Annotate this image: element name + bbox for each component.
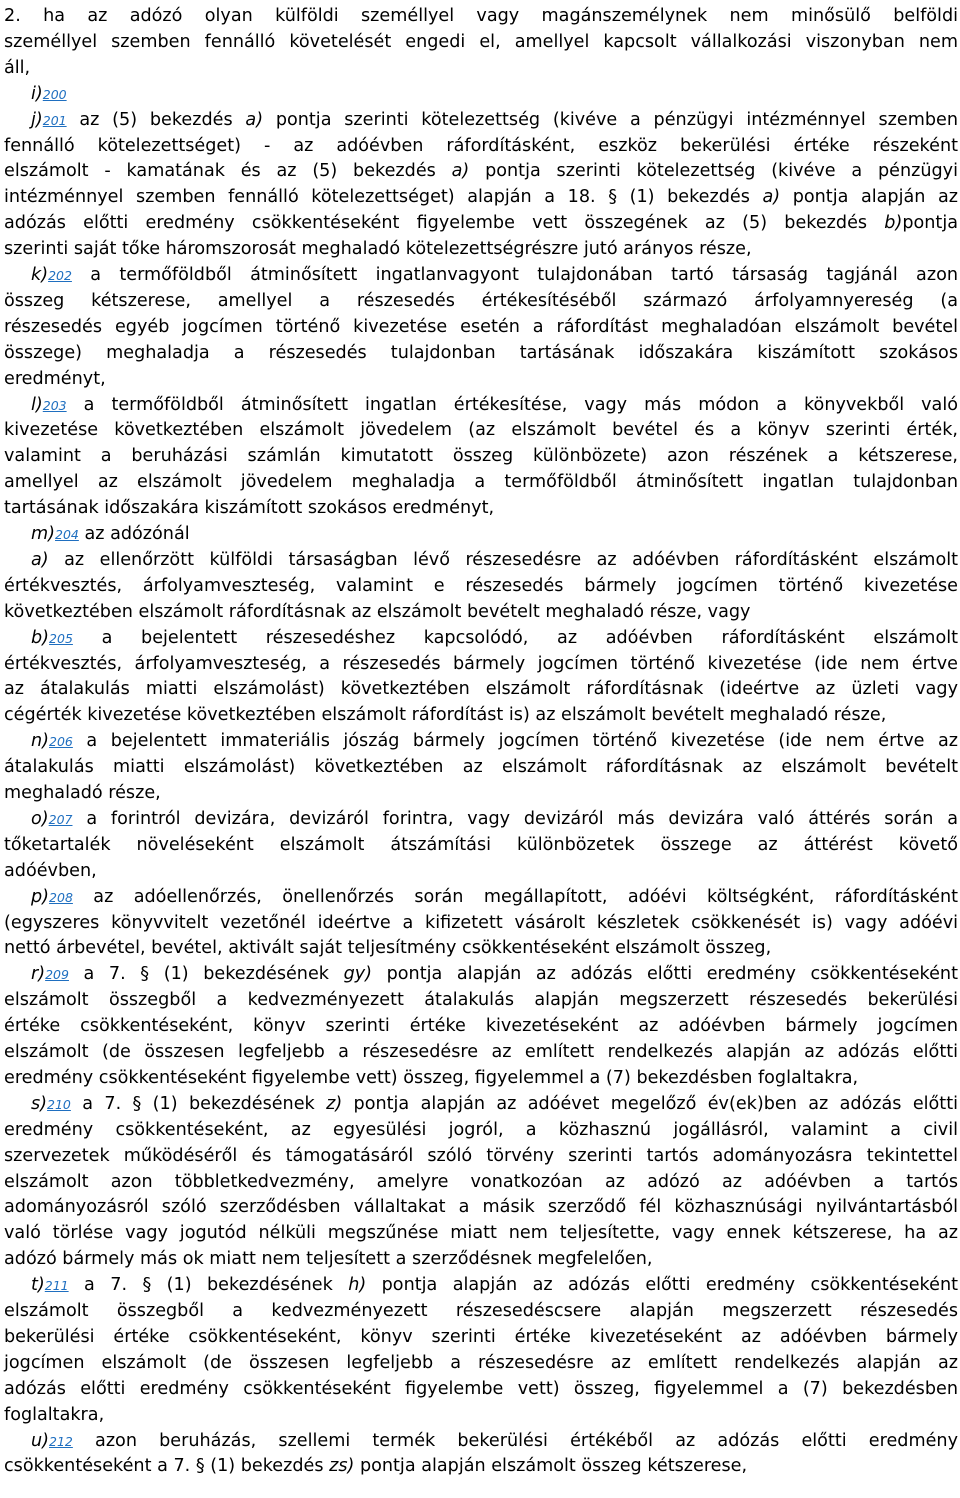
text-line <box>4 910 958 936</box>
text-line <box>4 832 958 858</box>
line-text: az ellenőrzött külföldi társaságban lévő részesedésre az adóévben ráfordításként elszámolt <box>48 549 958 570</box>
point-label: p) <box>31 886 50 907</box>
footnote-link[interactable]: 209 <box>45 967 69 983</box>
line-text: meghaladó része, <box>4 783 161 803</box>
line-text: az (5) bekezdés <box>66 109 246 130</box>
point-label: n) <box>31 731 50 752</box>
text-line <box>31 728 958 754</box>
text-line <box>31 1272 958 1298</box>
text-line <box>31 806 958 832</box>
line-text: a 7. § (1) bekezdésének <box>68 1275 349 1296</box>
footnote-link[interactable]: 201 <box>42 112 67 128</box>
line-text: összege) meghaladja a részesedés tulajdonban tartásának időszakára kiszámított szokásos <box>4 342 958 363</box>
line-text: foglaltakra, <box>4 1404 105 1425</box>
line-text: amellyel az elszámolt jövedelem meghaladja a termőföldből átminősített ingatlan tulajdonban <box>4 472 958 493</box>
line-text: adózás előtti eredmény csökkentéseként figyelembe vett) összeg, figyelemmel a (7) bekezdésben <box>4 1378 958 1399</box>
text-line <box>4 599 958 625</box>
text-line <box>4 1169 958 1195</box>
point-label: a) <box>31 549 49 570</box>
point-label: z) <box>326 1093 343 1114</box>
text-line <box>31 392 958 418</box>
line-text: azon beruházás, szellemi termék bekerülési értékéből az adózás előtti eredmény <box>72 1430 958 1451</box>
text-line <box>4 676 958 702</box>
text-line <box>4 1194 958 1220</box>
text-line <box>4 314 958 340</box>
footnote-link[interactable]: 200 <box>42 86 67 102</box>
text-line <box>4 288 958 314</box>
point-label: h) <box>348 1275 367 1296</box>
line-text: értékvesztés, árfolyamveszteség, valamint e részesedés bármely jogcímen történő kivezetése <box>4 575 958 596</box>
text-line <box>4 1246 958 1272</box>
line-text: az átalakulás miatti elszámolást) következtében elszámolt ráfordításnak (ideértve az üzleti vagy <box>4 679 958 700</box>
text-line <box>4 417 958 443</box>
line-text: pontja alapján az <box>780 187 958 208</box>
footnote-link[interactable]: 203 <box>42 397 67 413</box>
line-text: adományozásról szóló szerződésben vállaltakat a másik szerződő fél közhasznúsági nyilvántartásból <box>4 1197 958 1218</box>
text-line <box>31 884 958 910</box>
text-line <box>4 210 958 236</box>
text-line <box>4 1298 958 1324</box>
line-text: értékvesztés, árfolyamveszteség, a részesedés bármely jogcímen történő kivezetése (ide nem értve <box>4 653 958 674</box>
text-line <box>4 1402 958 1428</box>
line-text: pontja alapján az adózás előtti eredmény csökkentéseként <box>366 1275 958 1296</box>
point-label: a) <box>762 187 781 208</box>
line-text: a 7. § (1) bekezdésének <box>68 964 344 985</box>
line-text: összeg kétszerese, amellyel a részesedés értékesítéséből származó árfolyamnyereség (a <box>4 290 958 311</box>
text-line <box>4 702 958 728</box>
line-text: szerinti saját tőke háromszorosát meghaladó kötelezettségrészre jutó arányos része, <box>4 239 752 260</box>
line-text: (egyszeres könyvvitelt vezetőnél ideértve a kifizetett vásárolt készletek csökkenését is) vagy adóévi <box>4 912 958 933</box>
line-text: való törlése vagy jogutód nélküli megszűnése miatt nem teljesítette, vagy ennek kétszerese, ha az <box>4 1223 958 1244</box>
text-line <box>4 443 958 469</box>
text-line <box>4 1376 958 1402</box>
line-text: eredményt, <box>4 368 106 389</box>
text-line <box>4 780 958 806</box>
text-line <box>4 754 958 780</box>
line-text: a bejelentett részesedéshez kapcsolódó, az adóévben ráfordításként elszámolt <box>72 627 958 648</box>
line-text: pontja alapján az adózás előtti eredmény csökkentéseként <box>372 964 958 985</box>
line-text: elszámolt (de összesen legfeljebb a részesedésre az említett rendelkezés alapján az adózás előtti <box>4 1042 958 1062</box>
text-line <box>4 1143 958 1169</box>
line-text: átalakulás miatti elszámolást) következtében az elszámolt ráfordításnak az elszámolt bevételt <box>4 757 958 778</box>
line-text: bekerülési értéke csökkentéseként, könyv szerinti értéke kivezetéseként az adóévben bármely <box>4 1326 958 1347</box>
line-text: eredmény csökkentéseként figyelembe vett) összeg, figyelemmel a (7) bekezdésben foglaltakra, <box>4 1067 859 1088</box>
line-text: részesedés egyéb jogcímen történő kivezetése esetén a ráfordítást meghaladóan elszámolt bevétel <box>4 316 958 337</box>
footnote-link[interactable]: 211 <box>44 1278 69 1294</box>
text-line <box>31 521 958 547</box>
line-text: pontja szerinti kötelezettség (kivéve a pénzügyi intézménnyel szemben <box>263 109 958 130</box>
line-text: az adóellenőrzés, önellenőrzés során megállapított, adóévi költségként, ráfordításként <box>72 886 958 907</box>
line-text: személlyel szemben fennálló követelését engedi el, amellyel kapcsolt vállalkozási viszonyban nem <box>4 31 958 52</box>
footnote-link[interactable]: 207 <box>48 811 73 827</box>
line-text: áll, <box>4 57 31 78</box>
text-line <box>4 1453 958 1479</box>
line-text: valamint a beruházási számlán kimutatott összeg különbözete) azon részének a kétszerese, <box>4 446 958 467</box>
line-text: 2. ha az adózó olyan külföldi személlyel vagy magánszemélynek nem minősülő belföldi <box>4 6 958 26</box>
line-text: a bejelentett immateriális jószág bármely jogcímen történő kivezetése (ide nem értve az <box>72 731 958 752</box>
point-label: r) <box>31 964 46 985</box>
text-line <box>4 1117 958 1143</box>
footnote-link[interactable]: 205 <box>49 630 73 646</box>
text-line <box>4 651 958 677</box>
text-line <box>4 133 958 159</box>
line-text: intézménnyel szemben fennálló kötelezettséget) alapján a 18. § (1) bekezdés <box>4 187 763 208</box>
line-text: elszámolt összegből a kedvezményezett részesedéscsere alapján megszerzett részesedés <box>4 1301 958 1321</box>
point-label: i) <box>31 83 43 104</box>
line-text: a termőföldből átminősített ingatlan értékesítése, vagy más módon a könyvekből való <box>66 394 958 415</box>
footnote-link[interactable]: 208 <box>49 889 73 905</box>
point-label: u) <box>31 1430 50 1451</box>
line-text: a forintról devizára, devizáról forintra, vagy devizáról más devizára való áttérés során a <box>72 808 958 829</box>
line-text: adózás előtti eredmény csökkentéseként figyelembe vett összegének az (5) bekezdés <box>4 213 885 234</box>
text-line <box>4 1013 958 1039</box>
point-label: k) <box>31 265 49 285</box>
text-line <box>4 158 958 184</box>
point-label: gy) <box>343 964 373 985</box>
footnote-link[interactable]: 206 <box>49 734 73 750</box>
text-line <box>4 858 958 884</box>
point-label: a) <box>451 161 470 182</box>
line-text: pontja szerinti kötelezettség (kivéve a pénzügyi <box>469 161 958 182</box>
text-line <box>31 625 958 651</box>
text-line <box>4 55 958 81</box>
point-label: s) <box>31 1093 48 1114</box>
point-label: b) <box>31 627 50 648</box>
text-line <box>4 1039 958 1065</box>
point-label: b) <box>884 213 903 234</box>
line-text: csökkentéseként a 7. § (1) bekezdés <box>4 1456 330 1477</box>
line-text: jogcímen elszámolt (de összesen legfeljebb a részesedésre az említett rendelkezés alapján az <box>4 1352 958 1373</box>
line-text: az adózónál <box>78 524 190 544</box>
text-line <box>31 107 958 133</box>
footnote-link[interactable]: 202 <box>48 268 72 283</box>
line-text: fennálló kötelezettséget) - az adóévben ráfordításként, eszköz bekerülési értéke részeként <box>4 135 958 156</box>
text-line <box>4 495 958 521</box>
text-line <box>4 987 958 1013</box>
line-text: pontja alapján elszámolt összeg kétszerese, <box>354 1456 748 1477</box>
point-label: zs) <box>329 1456 355 1477</box>
line-text: elszámolt összegből a kedvezményezett átalakulás alapján megszerzett részesedés bekerülési <box>4 990 958 1011</box>
text-line <box>31 547 958 573</box>
text-line <box>4 1220 958 1246</box>
text-line <box>4 366 958 392</box>
footnote-link[interactable]: 204 <box>55 527 79 542</box>
line-text: cégérték kivezetése következtében elszámolt ráfordítást is) az elszámolt bevételt meghaladó része, <box>4 705 887 726</box>
line-text: elszámolt - kamatának és az (5) bekezdés <box>4 161 452 182</box>
text-line <box>4 573 958 599</box>
line-text: értéke csökkentéseként, könyv szerinti értéke kivezetéseként az adóévben bármely jogcímen <box>4 1016 958 1037</box>
text-line <box>31 262 958 288</box>
point-label: t) <box>31 1275 45 1296</box>
text-line <box>4 29 958 55</box>
text-line <box>4 3 958 29</box>
line-text: kivezetése következtében elszámolt jövedelem (az elszámolt bevétel és a könyv szerinti érték, <box>4 420 958 441</box>
line-text: elszámolt azon többletkedvezmény, amelyre vonatkozóan az adózó az adóévben a tartós <box>4 1171 958 1192</box>
line-text: tőketartalék növeléseként elszámolt átszámítási különbözetek összege az áttérést követő <box>4 834 958 855</box>
text-line <box>31 81 958 107</box>
point-label: a) <box>245 109 264 130</box>
point-label: l) <box>31 394 43 415</box>
text-line <box>4 1350 958 1376</box>
line-text: adóévben, <box>4 860 97 881</box>
text-line <box>4 1324 958 1350</box>
line-text: pontja <box>902 213 958 234</box>
line-text: a termőföldből átminősített ingatlanvagyont tulajdonában tartó társaság tagjánál azon <box>71 265 958 285</box>
point-label: j) <box>31 109 43 130</box>
text-line <box>4 184 958 210</box>
line-text: pontja alapján az adóévet megelőző év(ek)ben az adózás előtti <box>342 1093 958 1114</box>
text-line <box>31 1091 958 1117</box>
line-text: nettó árbevétel, bevétel, aktivált saját teljesítmény csökkentéseként elszámolt összeg, <box>4 938 772 959</box>
point-label: o) <box>31 808 49 829</box>
line-text: adózó bármely más ok miatt nem teljesített a szerződésnek megfelelően, <box>4 1249 653 1270</box>
footnote-link[interactable]: 212 <box>49 1433 73 1449</box>
text-line <box>4 1065 958 1091</box>
line-text: tartásának időszakára kiszámított szokásos eredményt, <box>4 498 495 519</box>
line-text: eredmény csökkentéseként, az egyesülési jogról, a közhasznú jogállásról, valamint a civil <box>4 1119 958 1140</box>
line-text: a 7. § (1) bekezdésének <box>70 1093 327 1114</box>
line-text: következtében elszámolt ráfordításnak az elszámolt bevételt meghaladó része, vagy <box>4 601 751 622</box>
text-line <box>4 935 958 961</box>
text-line <box>4 236 958 262</box>
text-line <box>31 961 958 987</box>
text-line <box>4 340 958 366</box>
point-label: m) <box>31 524 56 544</box>
text-line <box>31 1428 958 1454</box>
text-line <box>4 469 958 495</box>
footnote-link[interactable]: 210 <box>47 1096 71 1112</box>
line-text: szervezetek működéséről és támogatásáról szóló törvény szerinti tartós adományozásra tekintettel <box>4 1145 958 1166</box>
